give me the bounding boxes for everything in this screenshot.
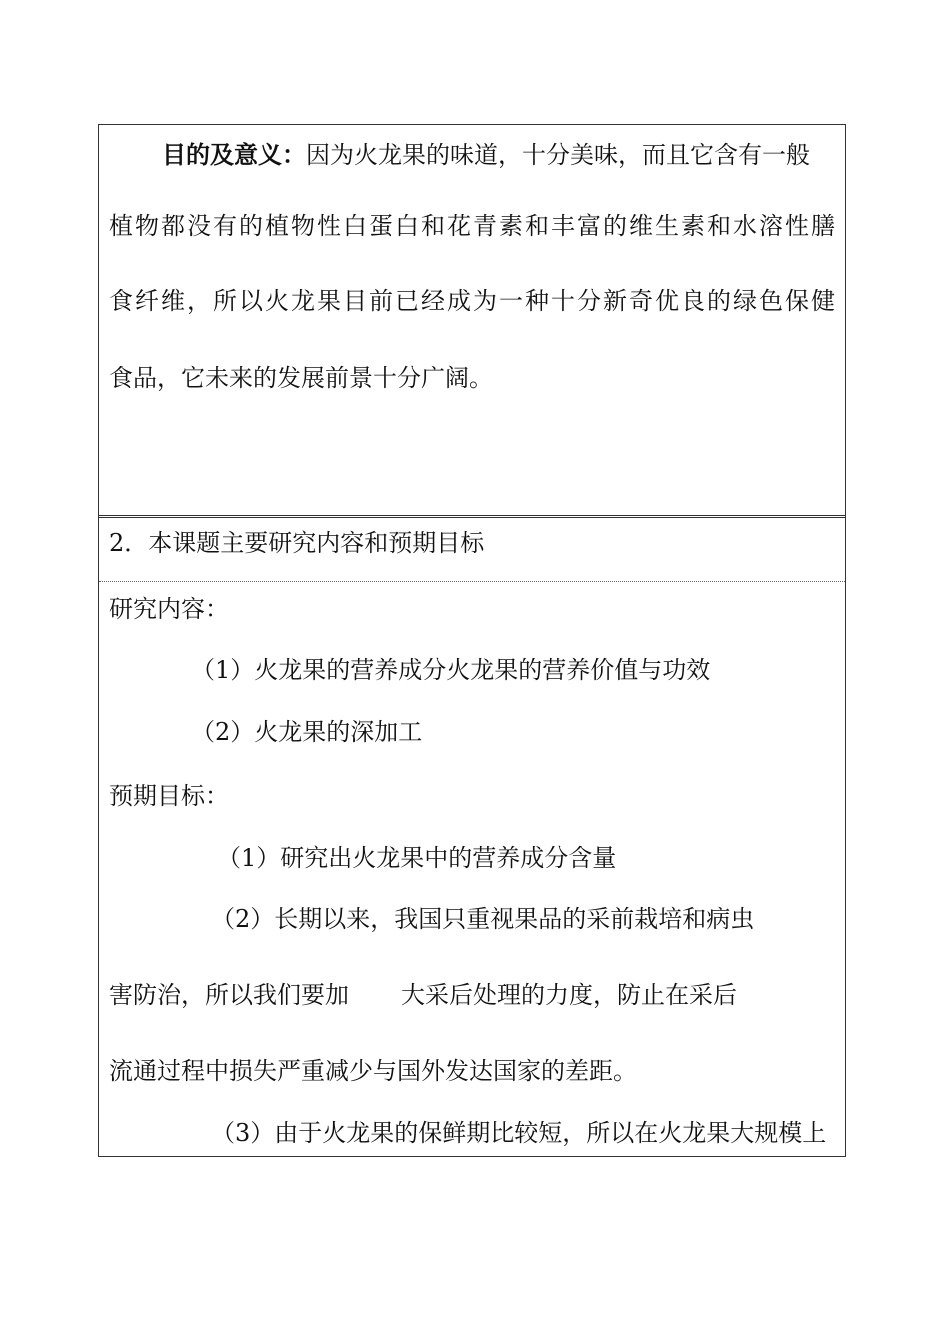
- goal-item-2-line-3: 流通过程中损失严重减少与国外发达国家的差距。: [109, 1057, 637, 1085]
- section-heading-cell: [99, 518, 845, 580]
- purpose-line-1: [162, 140, 810, 170]
- research-label: 研究内容：: [109, 595, 229, 623]
- purpose-line-3: 食纤维，所以火龙果目前已经成为一种十分新奇优良的绿色保健: [109, 287, 835, 315]
- research-item-1: （1）火龙果的营养成分火龙果的营养价值与功效: [191, 656, 711, 684]
- goal-item-2-line-2b: 大采后处理的力度，防止在采后: [401, 981, 737, 1009]
- purpose-label: 目的及意义：: [162, 140, 306, 169]
- goals-label: 预期目标：: [109, 782, 229, 810]
- purpose-cell: [99, 125, 845, 515]
- goal-item-1: （1）研究出火龙果中的营养成分含量: [217, 844, 617, 872]
- purpose-text-1: 因为火龙果的味道，十分美味，而且它含有一般: [306, 141, 810, 169]
- purpose-line-2: 植物都没有的植物性白蛋白和花青素和丰富的维生素和水溶性膳: [109, 212, 835, 240]
- goal-item-2-line-2a: 害防治，所以我们要加: [109, 981, 349, 1009]
- content-cell: [99, 582, 845, 1158]
- goal-item-2-line-1: （2）长期以来，我国只重视果品的采前栽培和病虫: [211, 905, 755, 933]
- purpose-line-4: 食品，它未来的发展前景十分广阔。: [109, 364, 493, 392]
- research-item-2: （2）火龙果的深加工: [191, 718, 423, 746]
- goal-item-3-line-1: （3）由于火龙果的保鲜期比较短，所以在火龙果大规模上: [211, 1119, 827, 1147]
- section-heading: 2．本课题主要研究内容和预期目标: [109, 529, 485, 557]
- proposal-table: [98, 124, 846, 1157]
